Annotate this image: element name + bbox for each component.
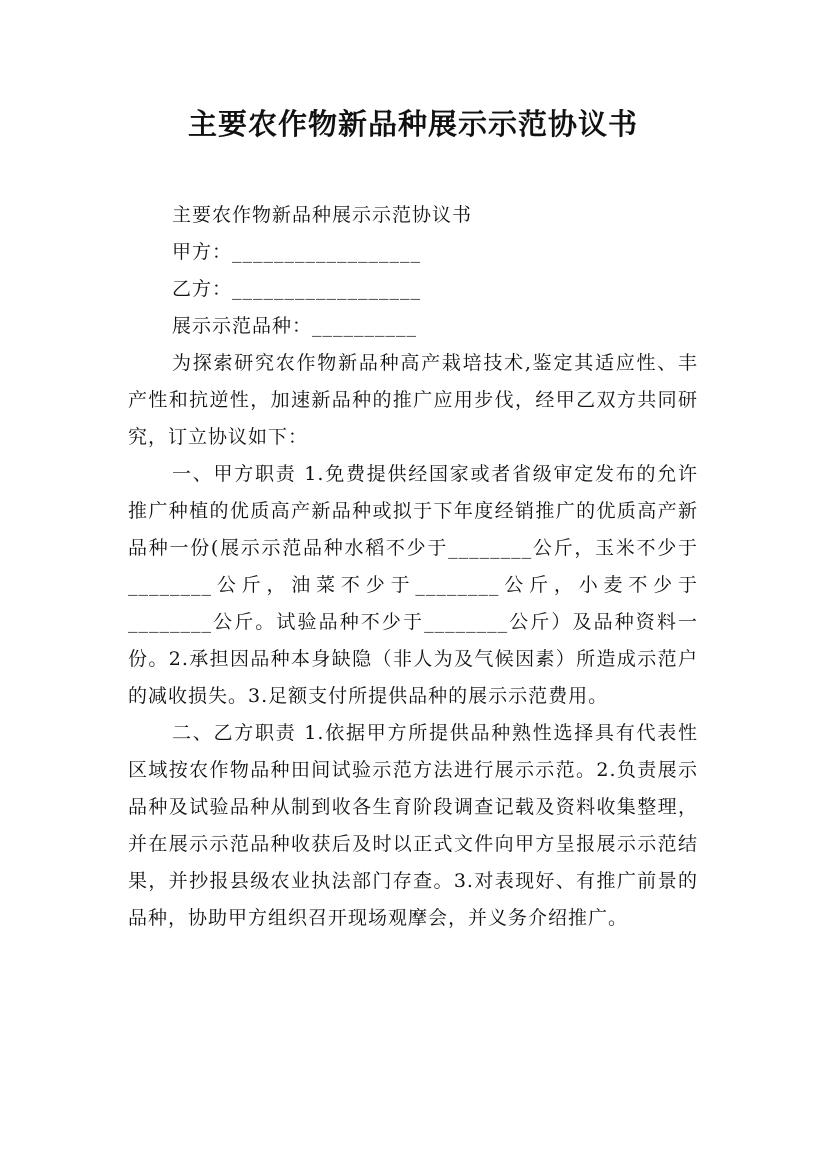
party-a-duties-paragraph: 一、甲方职责 1.免费提供经国家或者省级审定发布的允许推广种植的优质高产新品种或拟于下年度经销推广的优质高产新品种一份(展示示范品种水稻不少于________公斤，玉米不少于________公斤，油菜不少于________公斤，小麦不少于________公斤。试验品种不少于________公斤）及品种资料一份。2.承担因品种本身缺隐（非人为及气候因素）所造成示范户的减收损失。3.足额支付所提供品种的展示示范费用。 — [128, 463, 698, 707]
variety-line: 展示示范品种：__________ — [172, 315, 418, 337]
subtitle-line: 主要农作物新品种展示示范协议书 — [172, 204, 473, 226]
party-b-line: 乙方：__________________ — [172, 278, 422, 300]
party-b-duties-paragraph: 二、乙方职责 1.依据甲方所提供品种熟性选择具有代表性区域按农作物品种田间试验示范方法进行展示示范。2.负责展示品种及试验品种从制到收各生育阶段调查记载及资料收集整理，并在展示示范品种收获后及时以正式文件向甲方呈报展示示范结果，并抄报县级农业执法部门存查。3.对表现好、有推广前景的品种，协助甲方组织召开现场观摩会，并义务介绍推广。 — [128, 722, 698, 929]
party-a-line: 甲方：__________________ — [172, 241, 422, 263]
intro-paragraph: 为探索研究农作物新品种高产栽培技术,鉴定其适应性、丰产性和抗逆性，加速新品种的推广应用步伐，经甲乙双方共同研究，订立协议如下： — [128, 352, 698, 448]
document-body — [128, 197, 698, 937]
document-title: 主要农作物新品种展示示范协议书 — [187, 107, 638, 141]
